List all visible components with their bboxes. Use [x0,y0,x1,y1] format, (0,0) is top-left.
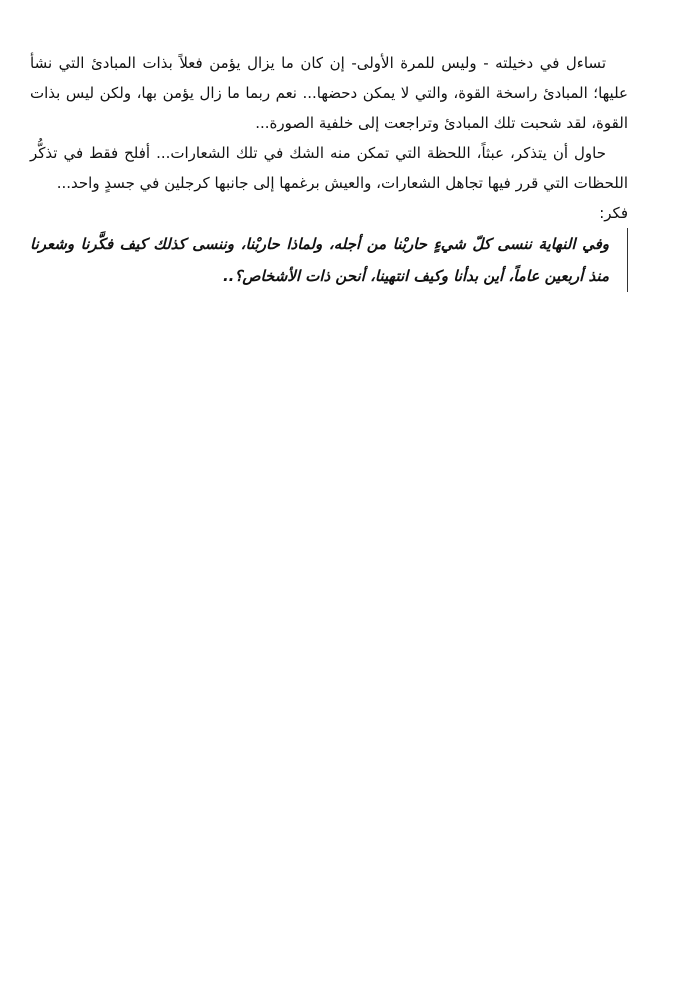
paragraph-1: تساءل في دخيلته - وليس للمرة الأولى- إن كان ما يزال يؤمن فعلاً بذات المبادئ التي نشأ عليها؛ المبادئ راسخة القوة، والتي لا يمكن دحضها... نعم ربما ما زال يؤمن بها، ولكن ليس بذات القوة، لقد شحبت تلك المبادئ وتراجعت إلى خلفية الصورة... [30,54,628,132]
document-page [30,48,628,292]
block-quote [30,228,628,292]
thought-label: فكر: [599,204,628,222]
paragraph-2: حاول أن يتذكر، عبثاً، اللحظة التي تمكن منه الشك في تلك الشعارات... أفلح فقط في تذكُّر اللحظات التي قرر فيها تجاهل الشعارات، والعيش برغمها إلى جانبها كرجلين في جسدٍ واحد... [30,144,628,192]
quote-text: وفي النهاية ننسى كلّ شيءٍ حاربْنا من أجله، ولماذا حاربْنا، وننسى كذلك كيف فكَّرنا وشعرنا منذ أربعين عاماً، أين بدأنا وكيف انتهينا، أنحن ذات الأشخاص؟.. [30,235,609,285]
